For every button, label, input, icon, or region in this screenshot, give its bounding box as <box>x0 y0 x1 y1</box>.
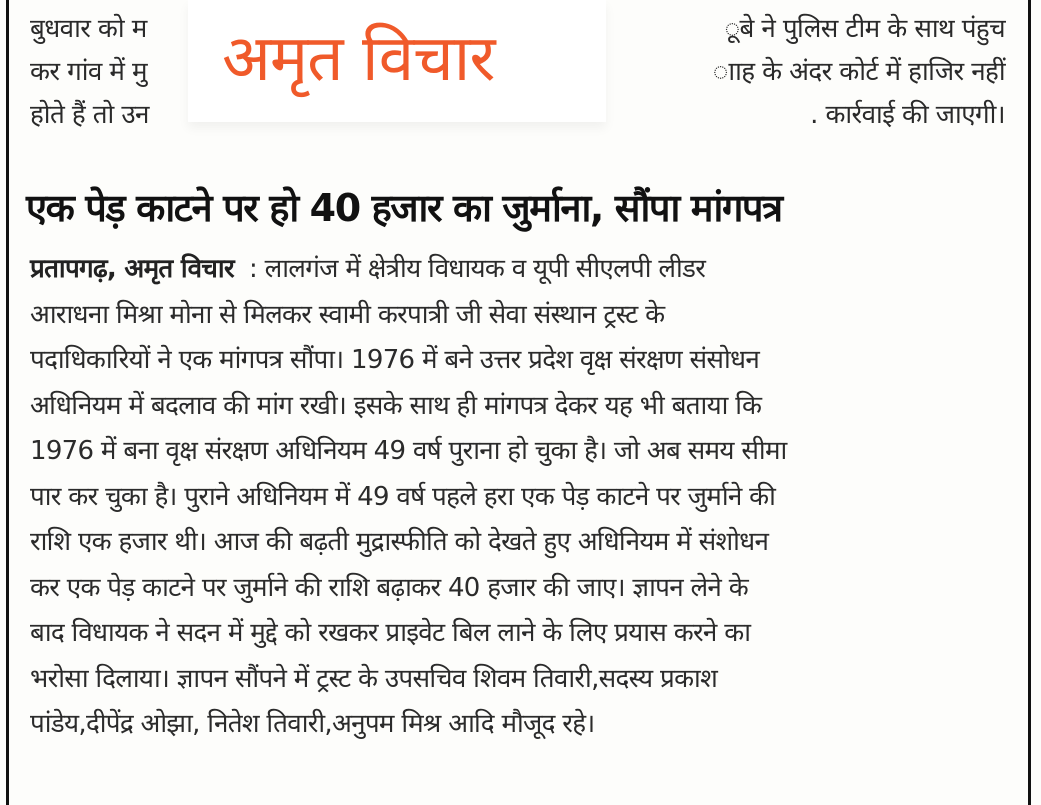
article-line: भरोसा दिलाया। ज्ञापन सौंपने में ट्रस्ट के उपसचिव शिवम तिवारी,सदस्य प्रकाश <box>30 663 718 694</box>
article-line: बाद विधायक ने सदन में मुद्दे को रखकर प्राइवेट बिल लाने के लिए प्रयास करने का <box>30 618 751 648</box>
fragment-text-left: कर गांव में मु <box>30 57 147 87</box>
fragment-text-right: . कार्रवाई की जाएगी। <box>810 100 1005 130</box>
article-line: पांडेय,दीपेंद्र ओझा, नितेश तिवारी,अनुपम मिश्र आदि मौजूद रहे। <box>30 709 595 739</box>
article-line: कर एक पेड़ काटने पर जुर्माने की राशि बढ़ाकर 40 हजार की जाए। ज्ञापन लेने के <box>30 572 748 603</box>
article-line: 1976 में बना वृक्ष संरक्षण अधिनियम 49 वर्ष पुराना हो चुका है। जो अब समय सीमा <box>30 436 787 466</box>
article-body <box>30 247 1015 748</box>
article-line: पार कर चुका है। पुराने अधिनियम में 49 वर्ष पहले हरा एक पेड़ काटने पर जुर्माने की <box>30 481 776 512</box>
right-column-rule <box>1028 0 1031 805</box>
article-line <box>30 247 1015 293</box>
article-line: राशि एक हजार थी। आज की बढ़ती मुद्रास्फीति को देखते हुए अधिनियम में संशोधन <box>30 527 769 557</box>
article-line: पदाधिकारियों ने एक मांगपत्र सौंपा। 1976 में बने उत्तर प्रदेश वृक्ष संरक्षण संसोधन <box>30 345 760 375</box>
left-column-rule <box>6 0 9 805</box>
article-line: अधिनियम में बदलाव की मांग रखी। इसके साथ ही मांगपत्र देकर यह भी बताया कि <box>30 390 762 421</box>
fragment-text-left: होते हैं तो उन <box>30 100 149 130</box>
fragment-text-right: ााह के अंदर कोर्ट में हाजिर नहीं <box>712 57 1005 87</box>
article-line-text: : लालगंज में क्षेत्रीय विधायक व यूपी सीएलपी लीडर <box>249 254 706 284</box>
fragment-text-right: ूबे ने पुलिस टीम के साथ पंहुच <box>724 14 1005 44</box>
article-headline: एक पेड़ काटने पर हो 40 हजार का जुर्माना, सौंपा मांगपत्र <box>26 186 782 230</box>
newspaper-logo: अमृत विचार <box>222 22 495 96</box>
article-line: आराधना मिश्रा मोना से मिलकर स्वामी करपात्री जी सेवा संस्थान ट्रस्ट के <box>30 299 665 330</box>
fragment-text-left: बुधवार को म <box>30 14 147 44</box>
article-dateline: प्रतापगढ़, अमृत विचार <box>30 254 234 284</box>
